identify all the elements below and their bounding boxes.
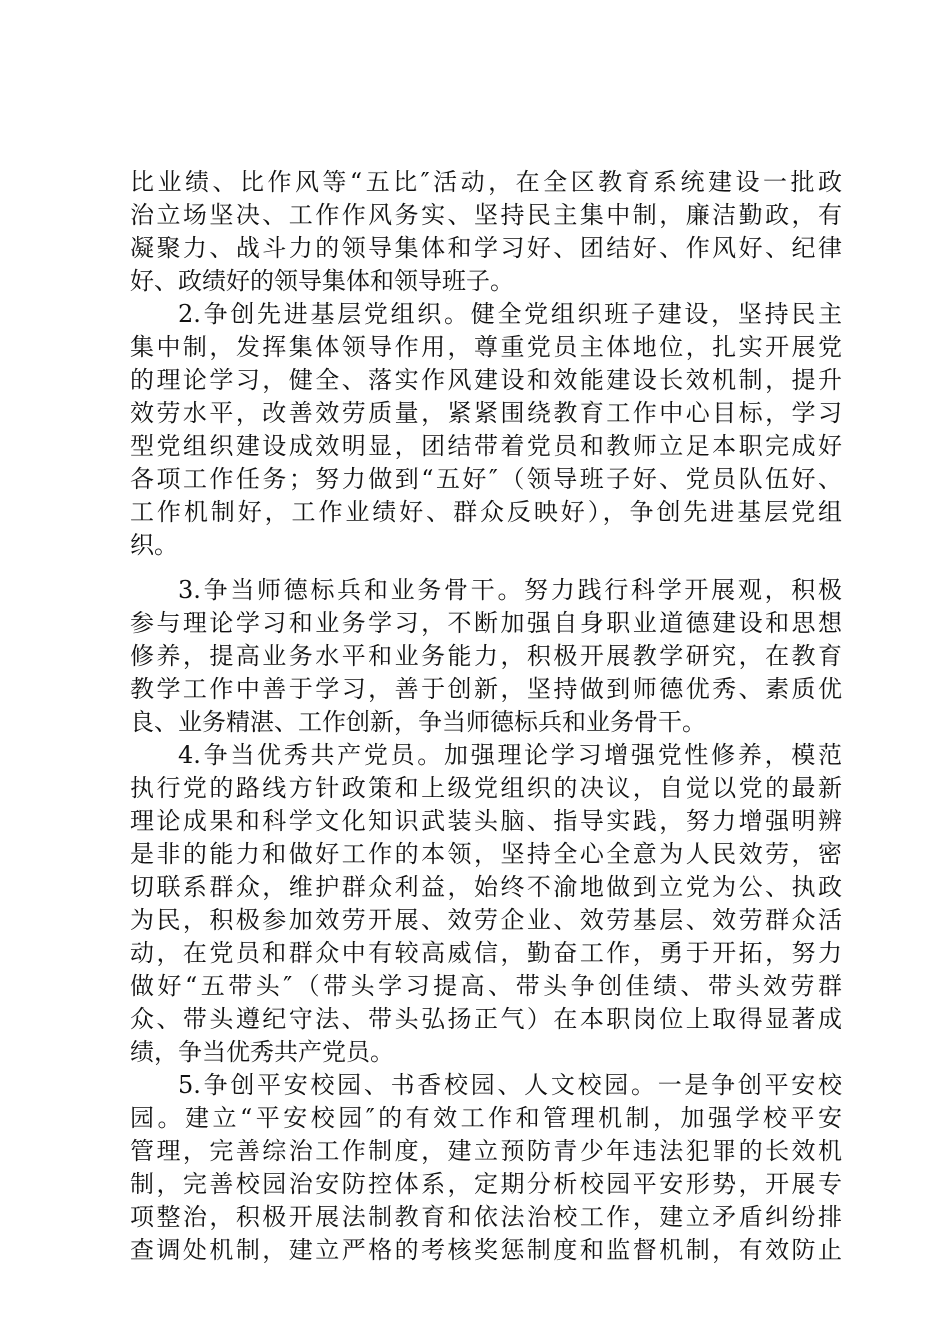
paragraph-heading-line: 5.争创平安校园、书香校园、人文校园。一是争创平安校 (178, 1071, 842, 1099)
text-line: 绩，争当优秀共产党员。 (130, 1038, 394, 1066)
text-line: 织。 (130, 531, 178, 559)
text-line: 效劳水平，改善效劳质量，紧紧围绕教育工作中心目标，学习 (130, 399, 842, 427)
text-line: 的理论学习，健全、落实作风建设和效能建设长效机制，提升 (130, 366, 842, 394)
paragraph-heading-line: 4.争当优秀共产党员。加强理论学习增强党性修养，模范 (178, 741, 842, 769)
text-line: 凝聚力、战斗力的领导集体和学习好、团结好、作风好、纪律 (130, 234, 842, 262)
text-line: 修养，提高业务水平和业务能力，积极开展教学研究，在教育 (130, 642, 842, 670)
text-line: 查调处机制，建立严格的考核奖惩制度和监督机制，有效防止 (130, 1236, 842, 1264)
text-line: 比业绩、比作风等“五比″活动，在全区教育系统建设一批政 (130, 168, 842, 196)
text-line: 治立场坚决、工作作风务实、坚持民主集中制，廉洁勤政，有 (130, 201, 842, 229)
paragraph-heading-line: 2.争创先进基层党组织。健全党组织班子建设，坚持民主 (178, 300, 842, 328)
text-line: 众、带头遵纪守法、带头弘扬正气）在本职岗位上取得显著成 (130, 1005, 842, 1033)
text-line: 良、业务精湛、工作创新，争当师德标兵和业务骨干。 (130, 708, 706, 736)
text-line: 动，在党员和群众中有较高威信，勤奋工作，勇于开拓，努力 (130, 939, 842, 967)
text-line: 型党组织建设成效明显，团结带着党员和教师立足本职完成好 (130, 432, 842, 460)
text-line: 切联系群众，维护群众利益，始终不渝地做到立党为公、执政 (130, 873, 842, 901)
paragraph-heading-line: 3.争当师德标兵和业务骨干。努力践行科学开展观，积极 (178, 576, 842, 604)
text-line: 制，完善校园治安防控体系，定期分析校园平安形势，开展专 (130, 1170, 842, 1198)
text-line: 各项工作任务；努力做到“五好″（领导班子好、党员队伍好、 (130, 465, 842, 493)
text-line: 园。建立“平安校园″的有效工作和管理机制，加强学校平安 (130, 1104, 842, 1132)
text-line: 集中制，发挥集体领导作用，尊重党员主体地位，扎实开展党 (130, 333, 842, 361)
text-line: 参与理论学习和业务学习，不断加强自身职业道德建设和思想 (130, 609, 842, 637)
text-line: 做好“五带头″（带头学习提高、带头争创佳绩、带头效劳群 (130, 972, 842, 1000)
text-line: 管理，完善综治工作制度，建立预防青少年违法犯罪的长效机 (130, 1137, 842, 1165)
text-line: 执行党的路线方针政策和上级党组织的决议，自觉以党的最新 (130, 774, 842, 802)
text-line: 是非的能力和做好工作的本领，坚持全心全意为人民效劳，密 (130, 840, 842, 868)
body-text (130, 166, 842, 1267)
text-line: 好、政绩好的领导集体和领导班子。 (130, 267, 514, 295)
text-line: 项整治，积极开展法制教育和依法治校工作，建立矛盾纠纷排 (130, 1203, 842, 1231)
text-line: 教学工作中善于学习，善于创新，坚持做到师德优秀、素质优 (130, 675, 842, 703)
text-line: 为民，积极参加效劳开展、效劳企业、效劳基层、效劳群众活 (130, 906, 842, 934)
text-line: 理论成果和科学文化知识武装头脑、指导实践，努力增强明辨 (130, 807, 842, 835)
text-line: 工作机制好，工作业绩好、群众反映好），争创先进基层党组 (130, 498, 842, 526)
